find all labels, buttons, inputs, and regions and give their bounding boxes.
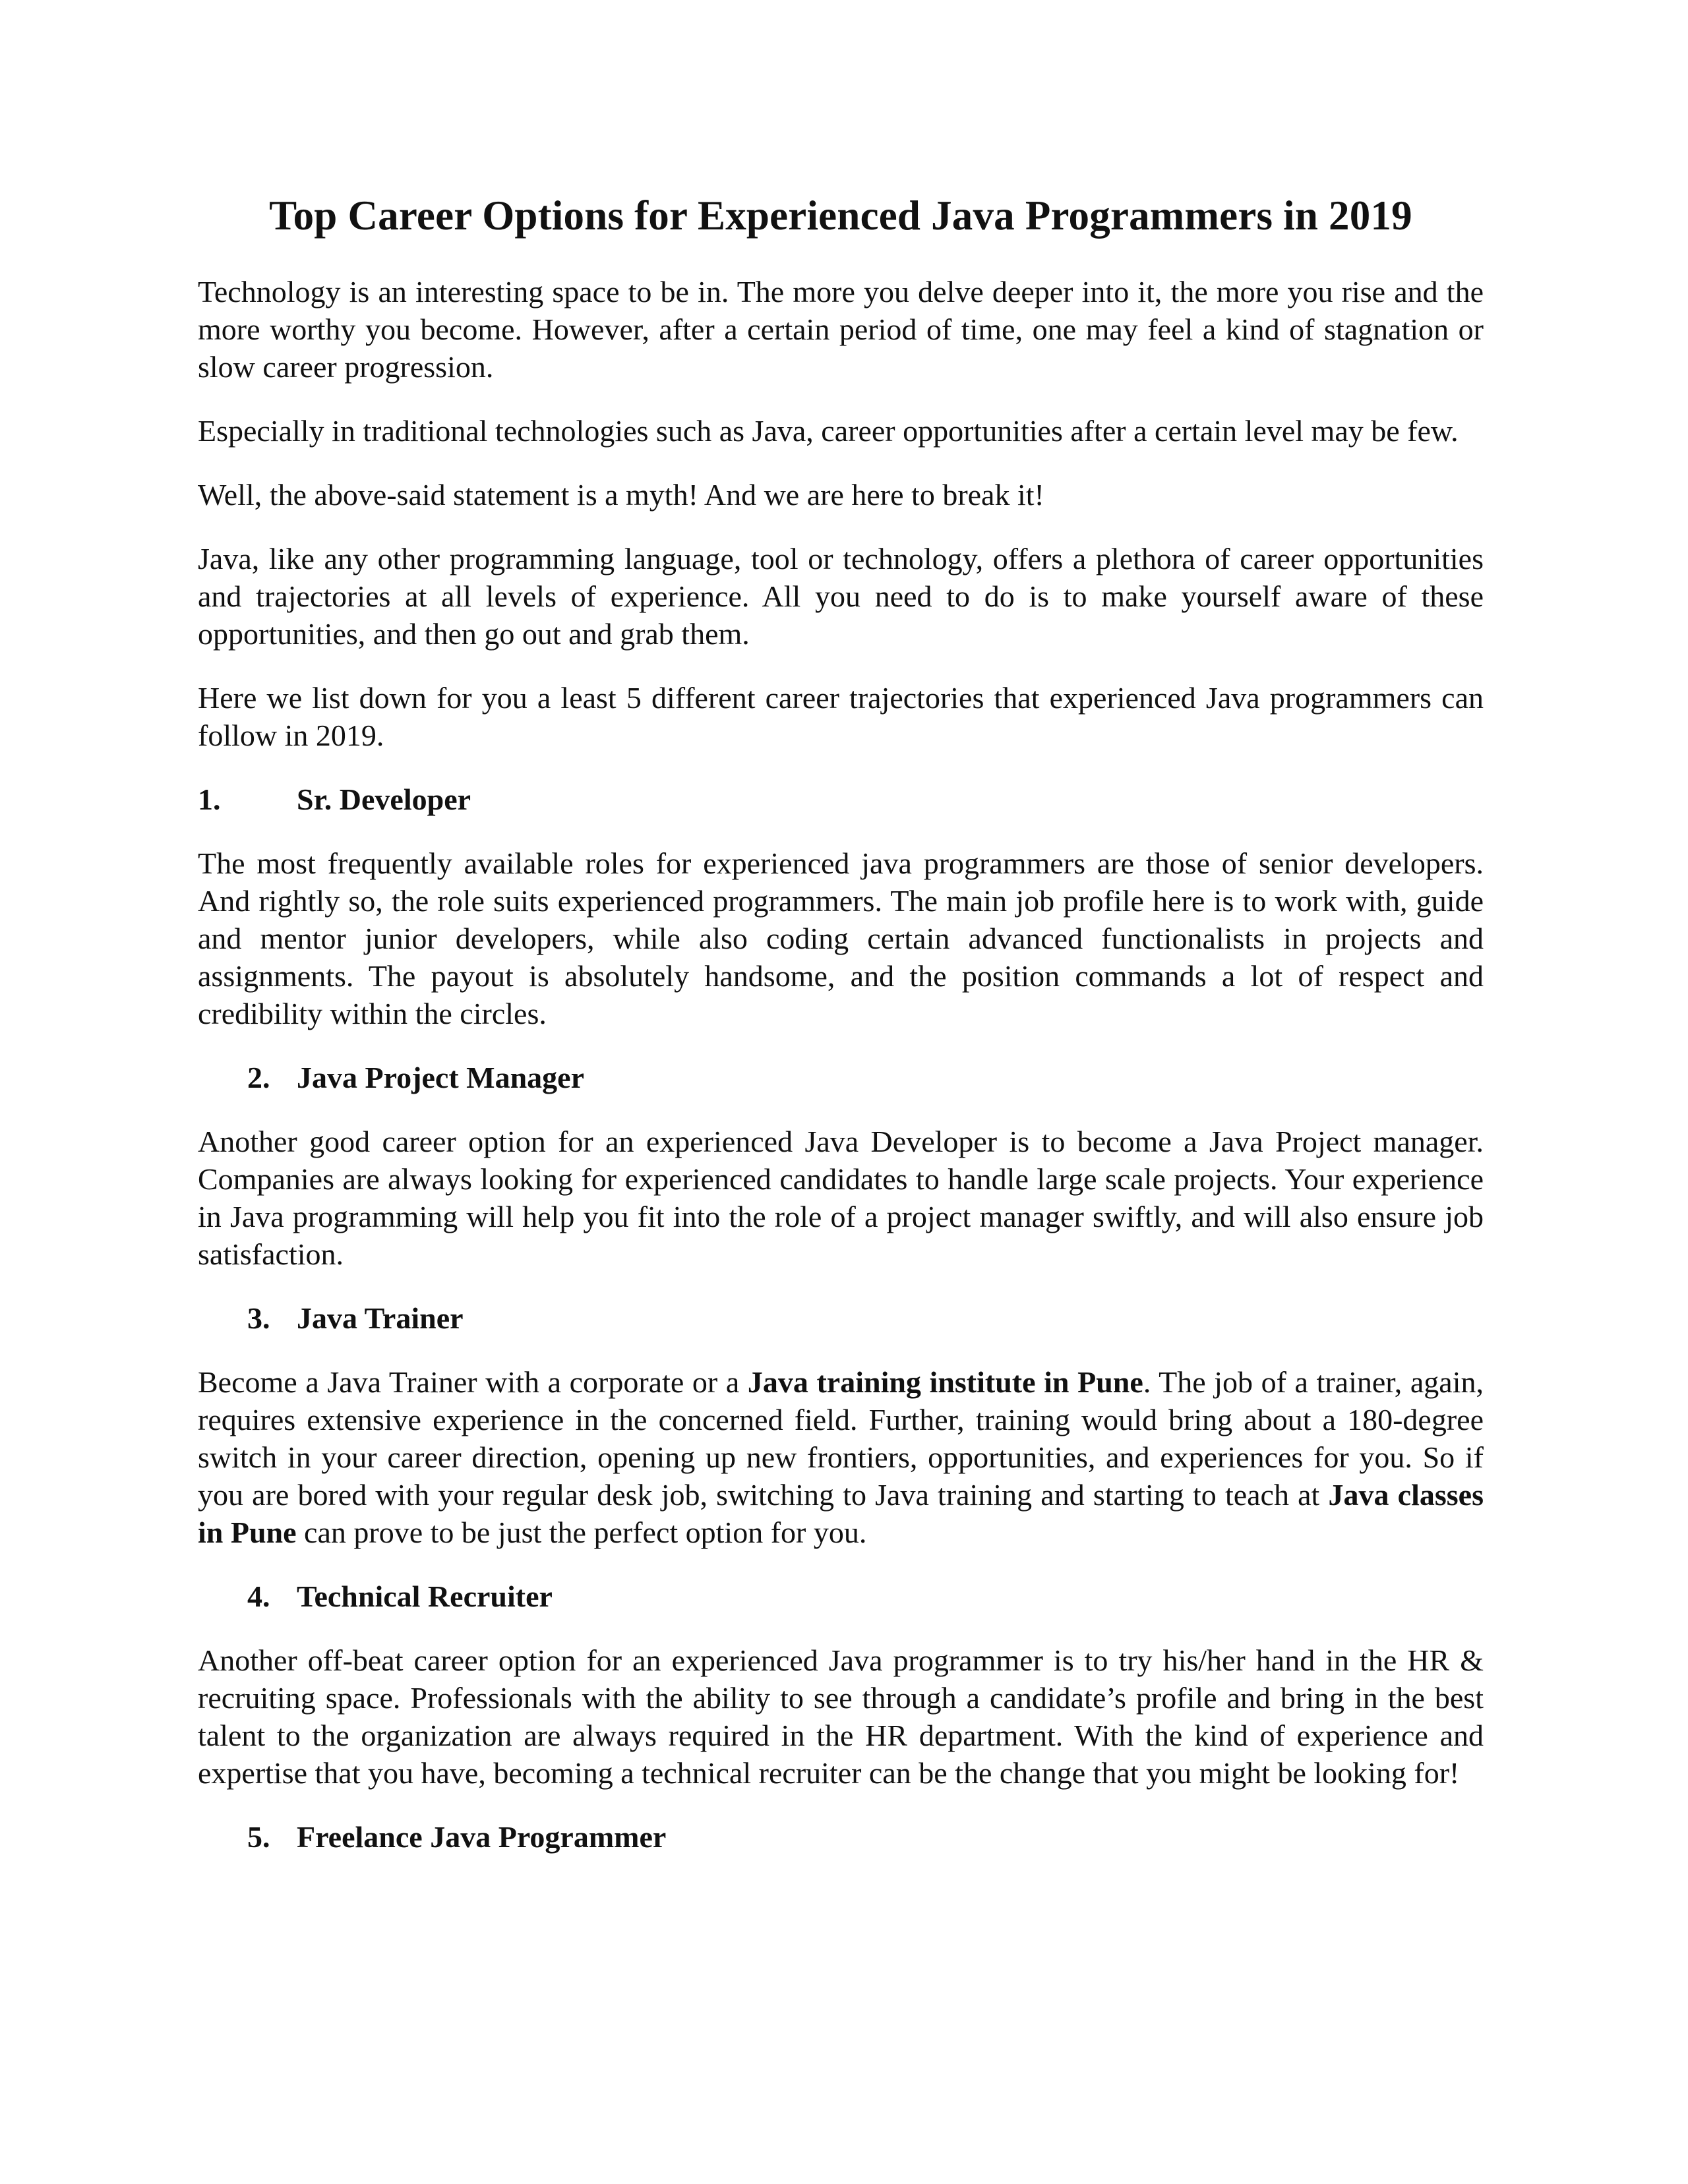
section-title: Freelance Java Programmer <box>297 1819 667 1854</box>
body-text: . The job of a trainer, again, requires extensive experience in the concerned field. Further, training would bring about a 180-degree switch in your career direction, opening up new frontiers, opportunities, and experiences for you. So if you are bored with your regular desk job, switching to Java training and starting to teach at <box>198 1365 1484 1512</box>
section-title: Java Project Manager <box>297 1060 584 1094</box>
bold-link-text: Java training institute in Pune <box>747 1365 1143 1399</box>
bold-link-text: Java classes in Pune <box>198 1477 1484 1549</box>
intro-paragraph-5: Here we list down for you a least 5 different career trajectories that experienced Java programmers can follow in 2019. <box>198 680 1484 752</box>
page-title: Top Career Options for Experienced Java Programmers in 2019 <box>269 192 1412 239</box>
section-number: 2. <box>247 1060 270 1094</box>
section-heading-technical-recruiter <box>198 1578 1484 1615</box>
section-number: 1. <box>198 782 221 816</box>
section-body-java-trainer <box>198 1363 1484 1551</box>
intro-paragraph-3: Well, the above-said statement is a myth! And we are here to break it! <box>198 477 1044 512</box>
section-body-technical-recruiter: Another off-beat career option for an experienced Java programmer is to try his/her hand in the HR & recruiting space. Professionals with the ability to see through a candidate’s profile and bring in the best talent to the organization are always required in the HR department. With the kind of experience and expertise that you have, becoming a technical recruiter can be the change that you might be looking for! <box>198 1643 1484 1790</box>
section-title: Technical Recruiter <box>297 1579 553 1613</box>
section-title: Sr. Developer <box>297 782 471 816</box>
intro-paragraph-4: Java, like any other programming language, tool or technology, offers a plethora of career opportunities and trajectories at all levels of experience. All you need to do is to make yourself aware of these opportunities, and then go out and grab them. <box>198 541 1484 651</box>
section-number: 3. <box>247 1301 270 1335</box>
intro-paragraph-2: Especially in traditional technologies such as Java, career opportunities after a certain level may be few. <box>198 413 1459 448</box>
section-title: Java Trainer <box>297 1301 464 1335</box>
body-text: Become a Java Trainer with a corporate or a <box>198 1365 748 1399</box>
intro-paragraph-1: Technology is an interesting space to be in. The more you delve deeper into it, the more you rise and the more worthy you become. However, after a certain period of time, one may feel a kind of stagnation or slow career progression. <box>198 274 1484 384</box>
section-heading-freelance-java-programmer <box>198 1818 1484 1856</box>
section-heading-java-trainer <box>198 1299 1484 1337</box>
document-page <box>198 191 1484 1882</box>
section-body-sr-developer: The most frequently available roles for experienced java programmers are those of senior developers. And rightly so, the role suits experienced programmers. The main job profile here is to work with, guide and mentor junior developers, while also coding certain advanced functionalists in projects and assignments. The payout is absolutely handsome, and the position commands a lot of respect and credibility within the circles. <box>198 846 1484 1030</box>
section-number: 5. <box>247 1819 270 1854</box>
section-number: 4. <box>247 1579 270 1613</box>
body-text: can prove to be just the perfect option for you. <box>296 1515 867 1549</box>
section-body-java-project-manager: Another good career option for an experienced Java Developer is to become a Java Project manager. Companies are always looking for experienced candidates to handle large scale projects. Your experience in Java programming will help you fit into the role of a project manager swiftly, and will also ensure job satisfaction. <box>198 1124 1484 1271</box>
section-heading-sr-developer <box>198 781 1484 818</box>
section-heading-java-project-manager <box>198 1059 1484 1096</box>
